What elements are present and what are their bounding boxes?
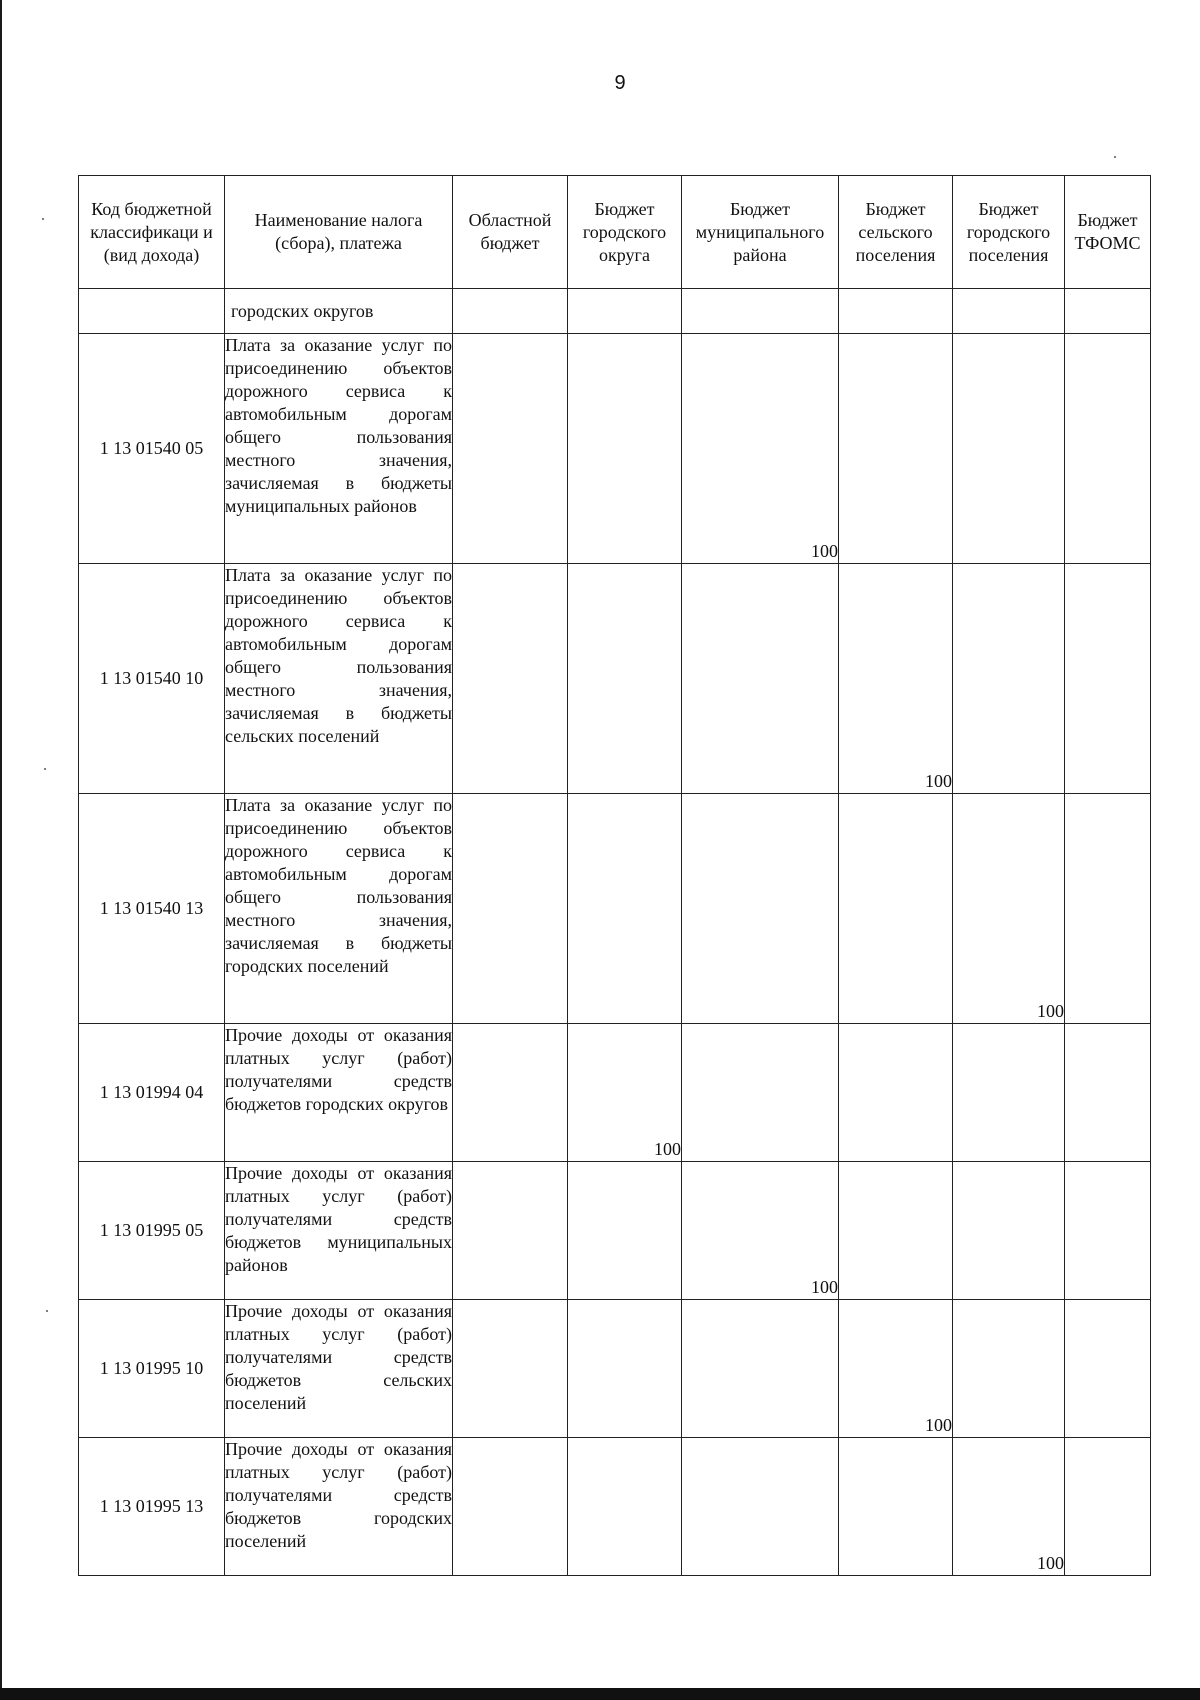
table-header-row (79, 176, 1151, 289)
value-cell: 100 (839, 1300, 953, 1438)
value-cell: 100 (839, 564, 953, 794)
scan-speck (1114, 156, 1116, 158)
scan-speck (42, 218, 44, 220)
value-cell (953, 289, 1065, 334)
value-cell (568, 794, 682, 1024)
value-cell (839, 334, 953, 564)
value-cell (568, 289, 682, 334)
row-name: Прочие доходы от оказания платных услуг (работ) получателями средств бюджетов сельских поселений (225, 1300, 453, 1438)
row-code: 1 13 01995 13 (79, 1438, 225, 1576)
value-cell (839, 1162, 953, 1300)
row-code: 1 13 01540 05 (79, 334, 225, 564)
table-row (79, 1300, 1151, 1438)
value-cell (1065, 794, 1151, 1024)
value-cell (568, 1438, 682, 1576)
header-tax-name: Наименование налога (сбора), платежа (225, 176, 453, 289)
value-cell (682, 794, 839, 1024)
value-cell (453, 334, 568, 564)
value-cell (1065, 1438, 1151, 1576)
table-row-continuation (79, 289, 1151, 334)
row-name: городских округов (225, 289, 453, 334)
row-code: 1 13 01994 04 (79, 1024, 225, 1162)
row-name: Плата за оказание услуг по присоединению объектов дорожного сервиса к автомобильным дорогам общего пользования местного значения, зачисляемая в бюджеты городских поселений (225, 794, 453, 1024)
value-cell (1065, 564, 1151, 794)
row-name: Прочие доходы от оказания платных услуг (работ) получателями средств бюджетов муниципальных районов (225, 1162, 453, 1300)
value-cell (953, 564, 1065, 794)
value-cell (453, 1024, 568, 1162)
value-cell (682, 564, 839, 794)
value-cell (839, 289, 953, 334)
value-cell (1065, 334, 1151, 564)
page-number: 9 (614, 72, 626, 94)
scan-left-edge (0, 0, 2, 1688)
header-rural-settlement-budget: Бюджет сельского поселения (839, 176, 953, 289)
value-cell (839, 794, 953, 1024)
value-cell: 100 (568, 1024, 682, 1162)
value-cell (1065, 1162, 1151, 1300)
value-cell (682, 1300, 839, 1438)
value-cell: 100 (682, 334, 839, 564)
scan-speck (46, 1310, 48, 1312)
budget-distribution-table (78, 175, 1151, 1576)
table-row (79, 1024, 1151, 1162)
value-cell (568, 564, 682, 794)
row-code: 1 13 01995 10 (79, 1300, 225, 1438)
value-cell (682, 1438, 839, 1576)
value-cell (453, 564, 568, 794)
value-cell: 100 (953, 794, 1065, 1024)
value-cell: 100 (953, 1438, 1065, 1576)
table-row (79, 564, 1151, 794)
header-municipal-district-budget: Бюджет муниципального района (682, 176, 839, 289)
table-row (79, 1438, 1151, 1576)
scan-speck (44, 768, 46, 770)
header-tfoms-budget: Бюджет ТФОМС (1065, 176, 1151, 289)
value-cell (682, 289, 839, 334)
row-code: 1 13 01995 05 (79, 1162, 225, 1300)
value-cell (1065, 1300, 1151, 1438)
row-code: 1 13 01540 10 (79, 564, 225, 794)
row-code: 1 13 01540 13 (79, 794, 225, 1024)
value-cell (953, 334, 1065, 564)
value-cell (568, 1300, 682, 1438)
table-row (79, 794, 1151, 1024)
header-classification-code: Код бюджетной классификаци и (вид дохода) (79, 176, 225, 289)
value-cell (1065, 1024, 1151, 1162)
row-name: Прочие доходы от оказания платных услуг (работ) получателями средств бюджетов городских поселений (225, 1438, 453, 1576)
value-cell: 100 (682, 1162, 839, 1300)
scan-bottom-edge (0, 1688, 1200, 1700)
value-cell (839, 1438, 953, 1576)
value-cell (953, 1162, 1065, 1300)
value-cell (453, 1438, 568, 1576)
value-cell (453, 794, 568, 1024)
value-cell (953, 1300, 1065, 1438)
row-code (79, 289, 225, 334)
header-city-district-budget: Бюджет городского округа (568, 176, 682, 289)
header-urban-settlement-budget: Бюджет городского поселения (953, 176, 1065, 289)
value-cell (568, 334, 682, 564)
value-cell (839, 1024, 953, 1162)
value-cell (568, 1162, 682, 1300)
row-name: Прочие доходы от оказания платных услуг (работ) получателями средств бюджетов городских округов (225, 1024, 453, 1162)
value-cell (953, 1024, 1065, 1162)
table-row (79, 1162, 1151, 1300)
value-cell (453, 1162, 568, 1300)
table-row (79, 334, 1151, 564)
value-cell (453, 1300, 568, 1438)
header-regional-budget: Областной бюджет (453, 176, 568, 289)
value-cell (1065, 289, 1151, 334)
value-cell (453, 289, 568, 334)
row-name: Плата за оказание услуг по присоединению объектов дорожного сервиса к автомобильным дорогам общего пользования местного значения, зачисляемая в бюджеты муниципальных районов (225, 334, 453, 564)
value-cell (682, 1024, 839, 1162)
row-name: Плата за оказание услуг по присоединению объектов дорожного сервиса к автомобильным дорогам общего пользования местного значения, зачисляемая в бюджеты сельских поселений (225, 564, 453, 794)
